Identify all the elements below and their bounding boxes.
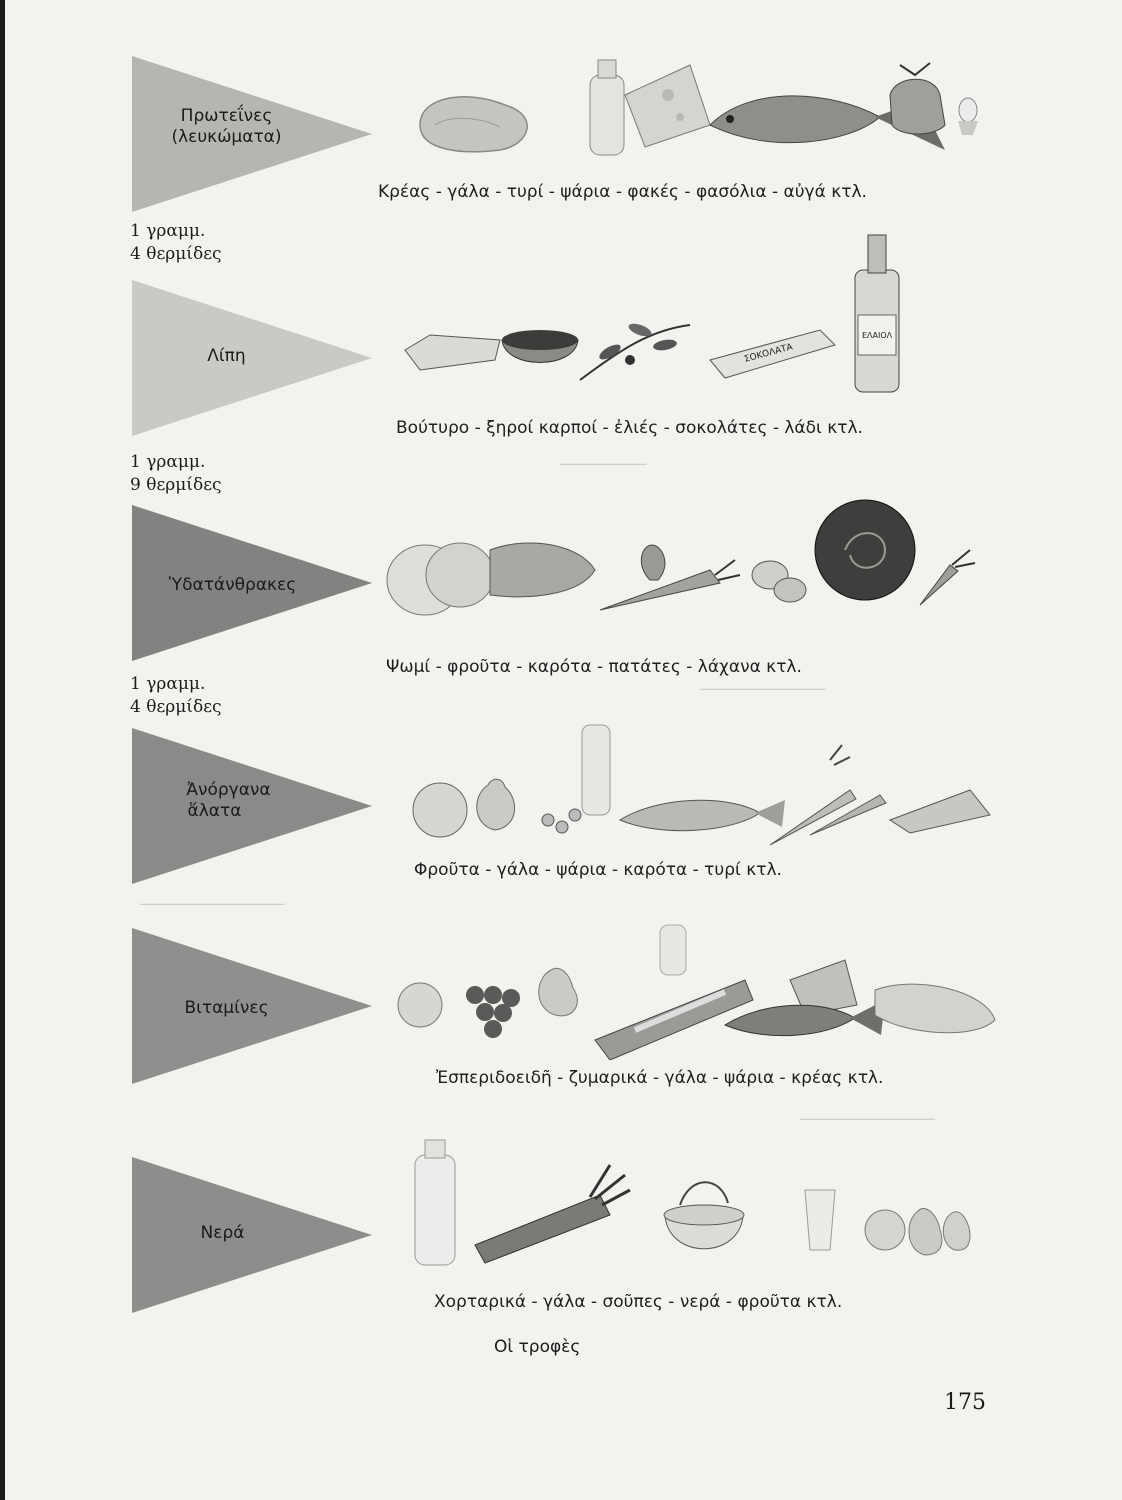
fish-icon: [725, 1000, 885, 1036]
cheese-icon: [890, 790, 990, 833]
pear-icon: [477, 779, 515, 830]
page-number: 175: [944, 1390, 986, 1415]
nutrient-triangle: [132, 280, 372, 440]
apple-icon: [413, 783, 467, 837]
energy-amount: [130, 673, 222, 719]
nutrient-label-line: Λίπη: [207, 346, 246, 366]
foods-caption: Βούτυρο - ξηροί καρποί - ἐλιές - σοκολάτες - λάδι κτλ.: [396, 418, 863, 438]
milk-bottle-icon: [660, 925, 686, 975]
nutrient-label-line: Νερά: [200, 1223, 245, 1243]
energy-amount: [130, 451, 222, 497]
textbook-page: ───────── ───────────── ─────────────── ────────────── Πρωτεΐνες (λευκώματα) Κρέας - γάλα - τυρί - ψάρια - φακές - φασόλια - αὐγά κτλ. 1 γραμμ. 4 θερμίδες Λίπη ΣΟΚΟΛΑΤΑ ΕΛΑΙΟΛ Βούτυρο - ξηροί καρποί - ἐλιές - σοκολάτες - λάδι κτλ. 1 γραμμ. 9 θερμίδες Ὑδατάνθρακες Ψωμί - φροῦτα - καρότα - πατάτες - λάχανα κτλ. 1 γραμμ. 4 θερμίδες Ἀνόργανα ἅλατα Φροῦτα - γάλα - ψάρια - καρότα - τυρί κτλ. Βιταμίνες Ἐσπεριδοειδῆ - ζυμαρικά - γάλα - ψάρια - κρέας κτλ. Νερά Χορταρικά - γάλα - σοῦπες - νερά - φροῦτα κτλ. Οἱ τροφὲς 175: [0, 0, 1122, 1500]
nutrient-label-line: Ὑδατάνθρακες: [168, 575, 297, 595]
fat-foods-illustration: [400, 230, 920, 400]
amount-grams: 1 γραμμ.: [130, 452, 206, 472]
amount-calories: 4 θερμίδες: [130, 697, 222, 717]
mineral-foods-illustration: [410, 715, 1000, 845]
nutrient-label-line: (λευκώματα): [171, 127, 282, 147]
oil-bottle-icon: [855, 235, 899, 392]
meat-icon: [875, 984, 995, 1033]
lentil-sack-icon: [890, 63, 945, 134]
water-glass-icon: [805, 1190, 835, 1250]
nutrient-label-line: Βιταμίνες: [184, 998, 269, 1018]
foods-caption: Χορταρικά - γάλα - σοῦπες - νερά - φροῦτα κτλ.: [434, 1292, 843, 1312]
nutrient-triangle: [132, 728, 372, 888]
cheese-icon: [625, 65, 710, 147]
protein-foods-illustration: [410, 55, 990, 170]
nutrient-label-line: Πρωτεΐνες: [180, 106, 273, 126]
figure-caption: Οἱ τροφὲς: [494, 1337, 581, 1357]
carbohydrate-foods-illustration: [380, 495, 980, 625]
cabbage-icon: [815, 500, 915, 600]
olive-branch-icon: [580, 321, 690, 380]
nutrient-label: [144, 106, 309, 148]
nutrient-label: [140, 1223, 305, 1244]
nutrient-label-line: Ἀνόργανα: [186, 780, 271, 800]
orange-icon: [398, 983, 442, 1027]
nutrient-label-line: ἅλατα: [187, 801, 242, 821]
soup-tureen-icon: [664, 1182, 744, 1249]
oil-label: ΕΛΑΙΟΛ: [862, 331, 893, 340]
foods-caption: Ψωμί - φροῦτα - καρότα - πατάτες - λάχανα κτλ.: [386, 657, 802, 677]
greens-bunch-icon: [475, 1165, 630, 1263]
foods-caption: Κρέας - γάλα - τυρί - ψάρια - φακές - φασόλια - αὐγά κτλ.: [378, 182, 867, 202]
egg-icon: [958, 98, 978, 135]
energy-amount: [130, 220, 222, 266]
nutrient-triangle: [132, 928, 372, 1088]
butter-icon: [405, 335, 500, 370]
potatoes-icon: [752, 561, 806, 602]
cherries-icon: [542, 809, 581, 833]
nutrient-label: [146, 780, 311, 822]
foods-caption: Ἐσπεριδοειδῆ - ζυμαρικά - γάλα - ψάρια - κρέας κτλ.: [436, 1068, 884, 1088]
fish-icon: [620, 800, 785, 831]
grapes-icon: [466, 986, 520, 1038]
nutrient-label: [144, 998, 309, 1019]
pears-icon: [539, 968, 578, 1016]
fruits-icon: [865, 1208, 970, 1255]
pear-icon: [641, 545, 665, 580]
amount-calories: 4 θερμίδες: [130, 244, 222, 264]
nutrient-triangle: [132, 505, 372, 665]
foods-caption: Φροῦτα - γάλα - ψάρια - καρότα - τυρί κτλ.: [414, 860, 782, 880]
chocolate-label: ΣΟΚΟΛΑΤΑ: [743, 342, 794, 365]
bread-icon: [387, 543, 595, 615]
chocolate-bar-icon: [710, 330, 835, 378]
water-foods-illustration: [410, 1135, 980, 1270]
pasta-package-icon: [595, 980, 753, 1060]
vitamin-foods-illustration: [395, 920, 1000, 1060]
nutrient-label: [144, 346, 309, 367]
carrots-icon: [770, 745, 886, 845]
amount-grams: 1 γραμμ.: [130, 221, 206, 241]
meat-icon: [420, 97, 527, 152]
nuts-bowl-icon: [502, 330, 578, 363]
carrot-icon: [600, 560, 740, 610]
amount-calories: 9 θερμίδες: [130, 475, 222, 495]
milk-bottle-icon: [582, 725, 610, 815]
book-spine-edge: [0, 0, 5, 1500]
nutrient-label: [150, 575, 315, 596]
nutrient-triangle: [132, 1157, 372, 1317]
milk-bottle-icon: [590, 60, 624, 155]
milk-bottle-icon: [415, 1140, 455, 1265]
carrot-small-icon: [920, 550, 975, 605]
amount-grams: 1 γραμμ.: [130, 674, 206, 694]
nutrient-triangle: [132, 56, 372, 216]
